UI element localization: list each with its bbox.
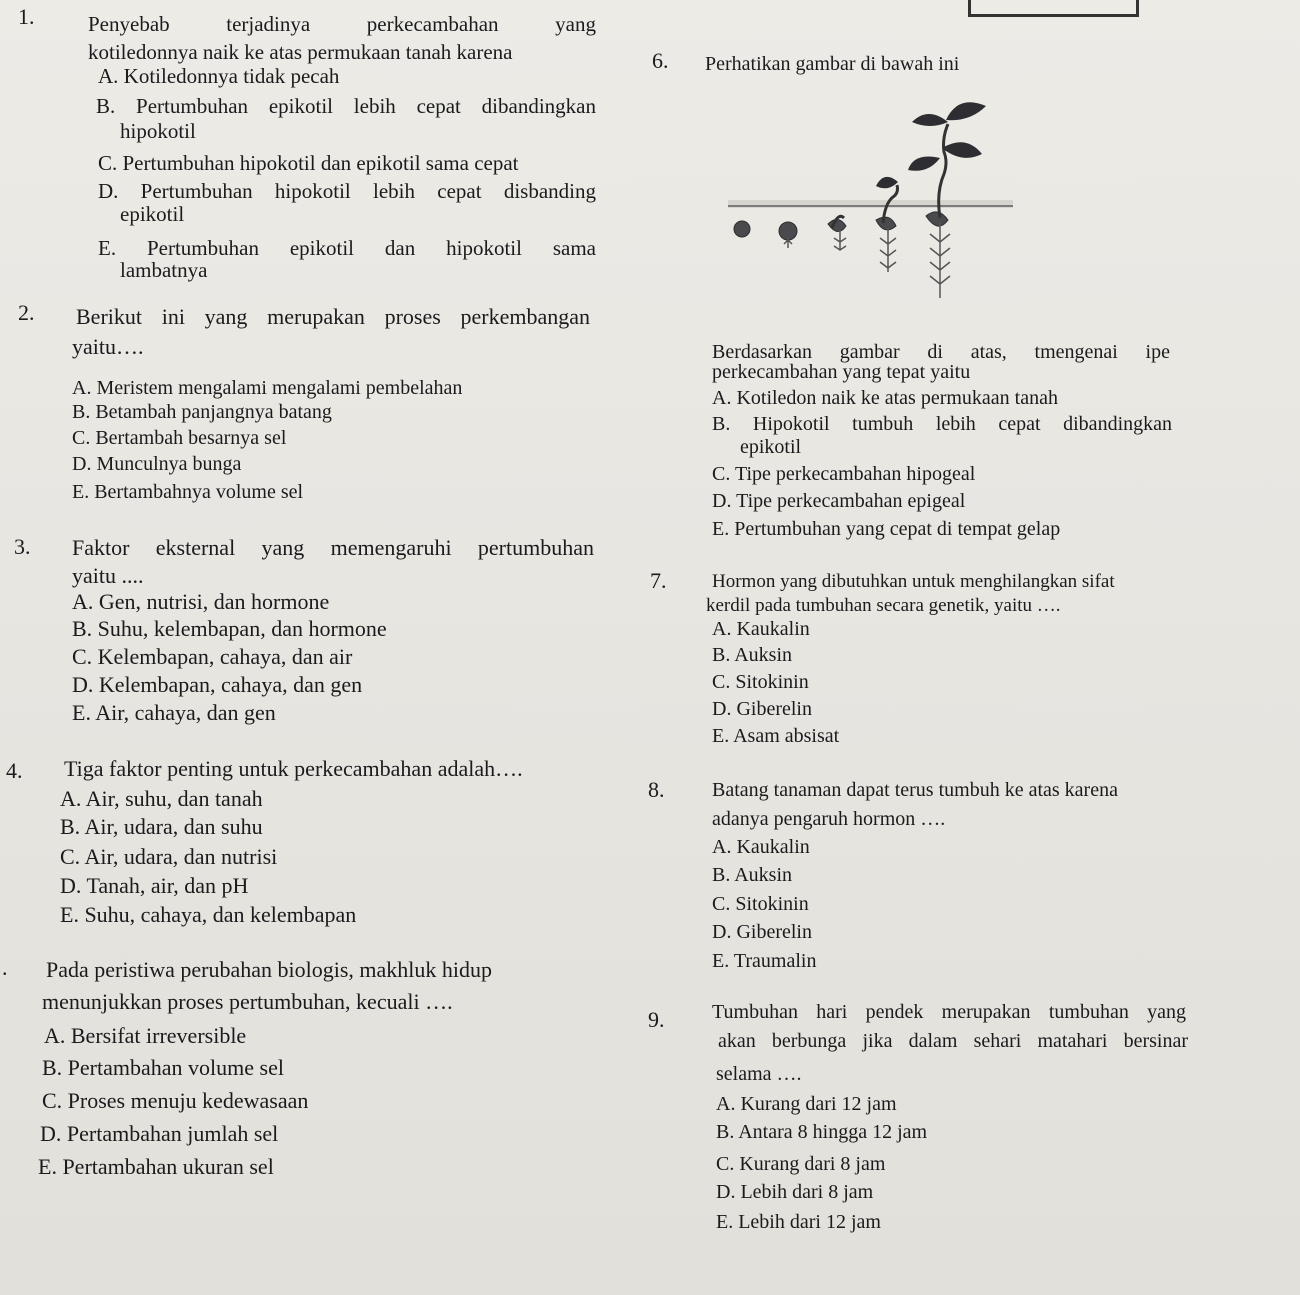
q2-option-e: E. Bertambahnya volume sel xyxy=(72,481,304,503)
q6-stem-line2: Berdasarkan gambar di atas, tmengenai ipe xyxy=(712,341,1170,363)
q8-number: 8. xyxy=(648,777,665,802)
q1-option-b-cont: hipokotil xyxy=(120,119,196,143)
q1-option-a: A. Kotiledonnya tidak pecah xyxy=(98,64,340,88)
q1-option-d: D. Pertumbuhan hipokotil lebih cepat disbanding xyxy=(98,179,596,203)
q2-option-a: A. Meristem mengalami mengalami pembelahan xyxy=(72,377,463,399)
q5-stem-line1: Pada peristiwa perubahan biologis, makhluk hidup xyxy=(46,957,493,982)
q2-option-c: C. Bertambah besarnya sel xyxy=(72,427,287,449)
q7-number: 7. xyxy=(650,568,667,593)
q8-stem-line1: Batang tanaman dapat terus tumbuh ke atas karena xyxy=(712,779,1118,801)
q3-number: 3. xyxy=(14,534,31,559)
answer-box-edge xyxy=(968,0,1139,17)
q1-option-b: B. Pertumbuhan epikotil lebih cepat dibandingkan xyxy=(96,94,596,118)
q9-number: 9. xyxy=(648,1007,665,1032)
q3-option-e: E. Air, cahaya, dan gen xyxy=(72,700,276,725)
q1-option-d-cont: epikotil xyxy=(120,202,185,226)
q9-option-a: A. Kurang dari 12 jam xyxy=(716,1093,897,1115)
q9-option-d: D. Lebih dari 8 jam xyxy=(716,1181,874,1203)
q7-option-e: E. Asam absisat xyxy=(712,725,840,747)
q2-option-b: B. Betambah panjangnya batang xyxy=(72,401,332,423)
q3-option-b: B. Suhu, kelembapan, dan hormone xyxy=(72,616,387,641)
q6-option-c: C. Tipe perkecambahan hipogeal xyxy=(712,463,976,485)
q4-option-e: E. Suhu, cahaya, dan kelembapan xyxy=(60,902,357,927)
q6-option-b-cont: epikotil xyxy=(740,436,802,458)
q4-option-d: D. Tanah, air, dan pH xyxy=(60,873,249,898)
q1-option-c: C. Pertumbuhan hipokotil dan epikotil sama cepat xyxy=(98,151,519,175)
q5-option-d: D. Pertambahan jumlah sel xyxy=(40,1121,279,1146)
q9-option-c: C. Kurang dari 8 jam xyxy=(716,1153,886,1175)
q5-option-b: B. Pertambahan volume sel xyxy=(42,1055,284,1080)
q6-stem-line1: Perhatikan gambar di bawah ini xyxy=(705,53,960,75)
q2-number: 2. xyxy=(18,300,35,325)
q3-option-a: A. Gen, nutrisi, dan hormone xyxy=(72,589,330,614)
q8-option-c: C. Sitokinin xyxy=(712,893,809,915)
q6-option-d: D. Tipe perkecambahan epigeal xyxy=(712,490,966,512)
q9-stem-line1: Tumbuhan hari pendek merupakan tumbuhan yang xyxy=(712,1001,1186,1023)
q4-option-b: B. Air, udara, dan suhu xyxy=(60,814,263,839)
q7-option-b: B. Auksin xyxy=(712,644,793,666)
q4-number: 4. xyxy=(6,758,23,783)
q3-option-c: C. Kelembapan, cahaya, dan air xyxy=(72,644,353,669)
q9-stem-line3: selama …. xyxy=(716,1063,802,1085)
q2-stem-line2: yaitu…. xyxy=(72,334,144,359)
q2-option-d: D. Munculnya bunga xyxy=(72,453,242,475)
q6-option-b: B. Hipokotil tumbuh lebih cepat dibandingkan xyxy=(712,413,1172,435)
q5-option-c: C. Proses menuju kedewasaan xyxy=(42,1088,309,1113)
q1-stem-line1: Penyebab terjadinya perkecambahan yang xyxy=(88,12,596,36)
q1-option-e-cont: lambatnya xyxy=(120,258,208,282)
q3-option-d: D. Kelembapan, cahaya, dan gen xyxy=(72,672,363,697)
q4-option-c: C. Air, udara, dan nutrisi xyxy=(60,844,278,869)
q5-stem-line2: menunjukkan proses pertumbuhan, kecuali …. xyxy=(42,989,453,1014)
q6-option-e: E. Pertumbuhan yang cepat di tempat gelap xyxy=(712,518,1061,540)
q5-number: . xyxy=(2,955,8,980)
q8-option-e: E. Traumalin xyxy=(712,950,817,972)
q7-option-a: A. Kaukalin xyxy=(712,618,810,640)
q8-option-b: B. Auksin xyxy=(712,864,793,886)
q6-number: 6. xyxy=(652,48,669,73)
q9-option-e: E. Lebih dari 12 jam xyxy=(716,1211,881,1233)
q9-stem-line2: akan berbunga jika dalam sehari matahari bersinar xyxy=(718,1030,1188,1052)
q9-option-b: B. Antara 8 hingga 12 jam xyxy=(716,1121,928,1143)
q7-option-c: C. Sitokinin xyxy=(712,671,809,693)
germination-diagram xyxy=(728,88,1013,310)
q6-option-a: A. Kotiledon naik ke atas permukaan tanah xyxy=(712,387,1058,409)
q1-stem-line2: kotiledonnya naik ke atas permukaan tanah karena xyxy=(88,40,513,64)
q5-option-e: E. Pertambahan ukuran sel xyxy=(38,1154,274,1179)
q8-option-d: D. Giberelin xyxy=(712,921,812,943)
q8-option-a: A. Kaukalin xyxy=(712,836,810,858)
q6-stem-line3: perkecambahan yang tepat yaitu xyxy=(712,361,971,383)
q4-stem-line1: Tiga faktor penting untuk perkecambahan adalah…. xyxy=(64,756,523,781)
q3-stem-line2: yaitu .... xyxy=(72,563,144,588)
q8-stem-line2: adanya pengaruh hormon …. xyxy=(712,808,946,830)
q3-stem-line1: Faktor eksternal yang memengaruhi pertumbuhan xyxy=(72,535,594,560)
q7-stem-line2: kerdil pada tumbuhan secara genetik, yaitu …. xyxy=(706,595,1061,616)
q1-option-e: E. Pertumbuhan epikotil dan hipokotil sama xyxy=(98,236,596,260)
q2-stem-line1: Berikut ini yang merupakan proses perkembangan xyxy=(76,304,590,329)
q7-stem-line1: Hormon yang dibutuhkan untuk menghilangkan sifat xyxy=(712,571,1115,592)
q7-option-d: D. Giberelin xyxy=(712,698,812,720)
q5-option-a: A. Bersifat irreversible xyxy=(44,1023,247,1048)
q1-number: 1. xyxy=(18,4,35,29)
q4-option-a: A. Air, suhu, dan tanah xyxy=(60,786,263,811)
